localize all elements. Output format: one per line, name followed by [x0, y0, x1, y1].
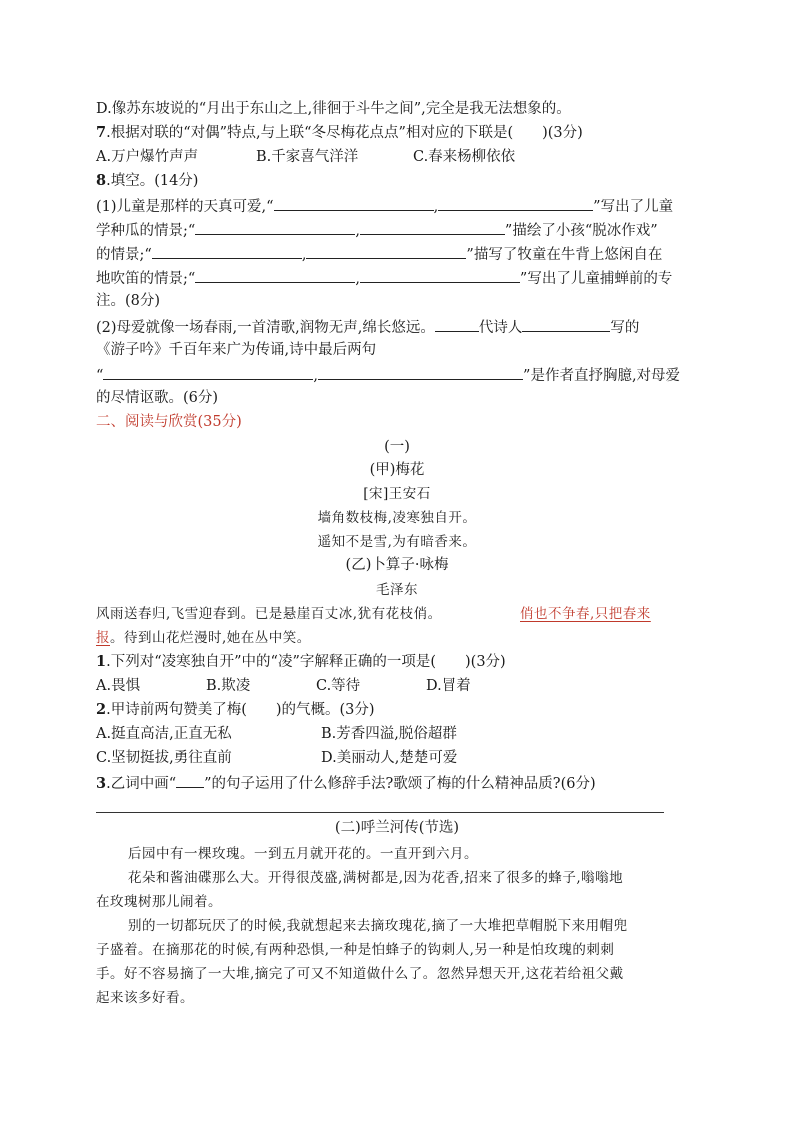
passage-p3-line4: 起来该多好看。 [96, 990, 194, 1006]
section-title: 二、阅读与欣赏(35分) [96, 414, 242, 430]
text: , [301, 247, 307, 263]
option-d: D.美丽动人,楚楚可爱 [321, 750, 458, 766]
q8-part1-line1 [96, 195, 673, 217]
text: 地吹笛的情景;“ [96, 271, 196, 287]
option-a: A.畏惧 [96, 678, 141, 694]
q8-part2-line2: 《游子吟》千百年来广为传诵,诗中最后两句 [96, 342, 377, 358]
text: , [313, 368, 319, 384]
q7-stem [96, 123, 583, 143]
q7-option-a: A.万户爆竹声声 [96, 149, 199, 165]
r1-q2-stem [96, 700, 375, 720]
r1-q1-options [96, 676, 471, 696]
text: , [355, 223, 360, 239]
q8-part1-line4 [96, 267, 672, 289]
answer-blank[interactable] [306, 243, 466, 259]
answer-blank[interactable] [103, 364, 313, 380]
q8-stem-text: .填空。(14分) [106, 173, 199, 189]
text: ”写出了儿童捕蝉前的专 [519, 271, 673, 287]
underlined-sentence: 俏也不争春,只把春来 [520, 606, 651, 622]
poem-text: 。待到山花烂漫时,她在丛中笑。 [110, 630, 311, 646]
q8-part1-line3 [96, 243, 662, 265]
q7-number: 7 [96, 124, 107, 141]
question-text: .乙词中画“ [106, 776, 177, 792]
poem-b-text-line2 [96, 628, 311, 648]
answer-blank[interactable] [274, 195, 434, 211]
poem-b-author: 毛泽东 [376, 582, 418, 598]
q8-part1-line2 [96, 219, 658, 241]
text: 的情景;“ [96, 247, 152, 263]
option-b: B.芳香四溢,脱俗超群 [321, 726, 457, 742]
poem-text: 风雨送春归,飞雪迎春到。已是悬崖百丈冰,犹有花枝俏。 [96, 606, 442, 622]
r1-q1-stem [96, 652, 506, 672]
passage-p3-line2: 子盛着。在摘那花的时候,有两种恐惧,一种是怕蜂子的钩刺人,另一种是怕玫瑰的刺刺 [96, 942, 615, 958]
text: 写的 [610, 320, 640, 336]
poem-b-text-line1 [96, 604, 651, 624]
q7-option-c: C.春来杨柳依依 [413, 149, 516, 165]
poem-a-author: [宋]王安石 [363, 486, 431, 502]
question-number: 3 [96, 775, 107, 792]
text: (1)儿童是那样的天真可爱,“ [96, 199, 274, 215]
answer-blank[interactable] [318, 364, 523, 380]
text: 代诗人 [478, 320, 523, 336]
option-c: C.等待 [316, 678, 361, 694]
passage-p2-line1: 花朵和酱油碟那么大。开得很茂盛,满树都是,因为花香,招来了很多的蜂子,嗡嗡地 [128, 870, 624, 886]
answer-blank[interactable] [195, 267, 355, 283]
text: 学种瓜的情景;“ [96, 223, 196, 239]
q6-option-d: D.像苏东坡说的“月出于东山之上,徘徊于斗牛之间”,完全是我无法想象的。 [96, 101, 571, 117]
answer-blank[interactable] [195, 219, 355, 235]
text: (2)母爱就像一场春雨,一首清歌,润物无声,绵长悠远。 [96, 320, 435, 336]
underline-sample [176, 772, 204, 788]
q8-stem [96, 171, 198, 191]
r1-q3-stem [96, 772, 596, 794]
question-number: 2 [96, 701, 107, 718]
answer-line[interactable] [96, 812, 664, 813]
poem-a-line2: 遥知不是雪,为有暗香来。 [317, 534, 477, 550]
passage-p3-line1: 别的一切都玩厌了的时候,我就想起来去摘玫瑰花,摘了一大堆把草帽脱下来用帽兜 [128, 918, 628, 934]
option-d: D.冒着 [426, 678, 471, 694]
option-b: B.欺凌 [206, 678, 251, 694]
answer-blank[interactable] [522, 316, 610, 332]
answer-blank[interactable] [360, 219, 505, 235]
poem-a-title: (甲)梅花 [369, 462, 425, 478]
q7-options [96, 147, 515, 167]
question-text: .下列对“凌寒独自开”中的“凌”字解释正确的一项是( )(3分) [106, 654, 506, 670]
q8-part2-line3 [96, 364, 680, 386]
option-a: A.挺直高洁,正直无私 [96, 726, 232, 742]
q7-option-b: B.千家喜气洋洋 [256, 149, 359, 165]
underlined-sentence: 报 [96, 630, 110, 646]
text: ”描写了牧童在牛背上悠闲自在 [466, 247, 663, 263]
option-c: C.坚韧挺拔,勇往直前 [96, 750, 232, 766]
text: ”是作者直抒胸臆,对母爱 [523, 368, 681, 384]
question-text: ”的句子运用了什么修辞手法?歌颂了梅的什么精神品质?(6分) [204, 776, 596, 792]
q8-part2-line4: 的尽情讴歌。(6分) [96, 390, 219, 406]
reading1-number: (一) [384, 439, 410, 455]
q7-stem-text: .根据对联的“对偶”特点,与上联“冬尽梅花点点”相对应的下联是( )(3分) [106, 125, 583, 141]
answer-blank[interactable] [438, 195, 593, 211]
q8-part2-line1 [96, 316, 639, 338]
text: “ [96, 368, 104, 384]
q8-part1-line5: 注。(8分) [96, 293, 161, 309]
passage-p2-line2: 在玫瑰树那儿闹着。 [96, 894, 222, 910]
q8-number: 8 [96, 172, 107, 189]
answer-blank[interactable] [435, 316, 479, 332]
answer-blank[interactable] [152, 243, 302, 259]
poem-a-line1: 墙角数枝梅,凌寒独自开。 [317, 510, 477, 526]
text: , [433, 199, 439, 215]
question-text: .甲诗前两句赞美了梅( )的气概。(3分) [106, 702, 375, 718]
text: ”描绘了小孩“脱冰作戏” [504, 223, 658, 239]
text: ”写出了儿童 [593, 199, 674, 215]
text: , [355, 271, 360, 287]
passage-p3-line3: 手。好不容易摘了一大堆,摘完了可又不知道做什么了。忽然异想天开,这花若给祖父戴 [96, 966, 624, 982]
r1-q2-options-row2 [96, 748, 457, 768]
poem-b-title: (乙)卜算子·咏梅 [345, 557, 449, 573]
answer-blank[interactable] [360, 267, 520, 283]
passage-p1: 后园中有一棵玫瑰。一到五月就开花的。一直开到六月。 [128, 846, 478, 862]
reading2-title: (二)呼兰河传(节选) [334, 820, 460, 836]
question-number: 1 [96, 653, 107, 670]
r1-q2-options-row1 [96, 724, 457, 744]
